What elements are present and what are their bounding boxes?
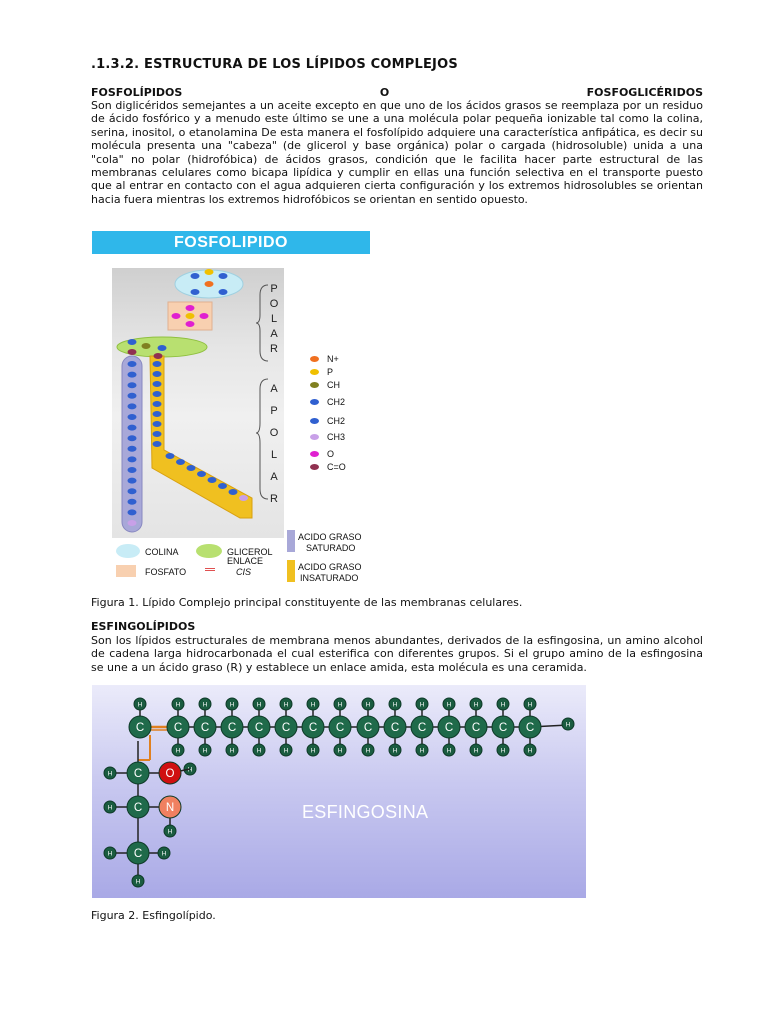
apolar-letter: R (270, 493, 278, 505)
apolar-letter: O (269, 427, 279, 439)
atom-legend-dot (310, 418, 319, 424)
apolar-letter: L (270, 449, 278, 461)
hydrogen-atom-label: H (527, 701, 533, 709)
carbon-atom-label: C (471, 722, 481, 735)
phosphate-atom (186, 321, 195, 327)
polar-letter: O (269, 298, 279, 310)
saturated-chain-atom (128, 414, 137, 420)
carbon-atom-label: C (444, 722, 454, 735)
unsaturated-chain-atom (153, 361, 162, 367)
saturated-chain-atom (128, 435, 137, 441)
glycerol-atom (128, 349, 137, 355)
hydrogen-atom-label: H (167, 828, 173, 836)
figure1-caption: Figura 1. Lípido Complejo principal constituyente de las membranas celulares. (91, 596, 523, 609)
atom-legend-row (310, 354, 339, 364)
atom-legend-label: N+ (327, 354, 339, 364)
carbon-atom-label: C (363, 722, 373, 735)
hydrogen-atom-label: H (161, 850, 167, 858)
unsaturated-chain-atom (153, 421, 162, 427)
unsaturated-swatch (287, 560, 295, 582)
hydrogen-atom-label: H (500, 747, 506, 755)
colina-swatch (116, 544, 140, 558)
label-braces (256, 283, 270, 503)
head-atom (205, 269, 214, 275)
atom-legend-row (310, 367, 333, 377)
figure1-banner: FOSFOLIPIDO (92, 231, 370, 254)
hydrogen-atom-label: H (283, 747, 289, 755)
carbon-atom-label: C (281, 722, 291, 735)
unsaturated-chain-atom (229, 489, 238, 495)
hydrogen-atom-label: H (229, 747, 235, 755)
sphingosine-molecule (104, 698, 574, 887)
apolar-letter: A (270, 471, 278, 483)
unsaturated-chain-atom (197, 471, 206, 477)
hydrogen-atom-label: H (337, 747, 343, 755)
polar-letter: R (270, 343, 278, 355)
saturated-chain-atom (128, 488, 137, 494)
hydrogen-atom-label: H (500, 701, 506, 709)
carbon-atom-label: C (133, 768, 143, 781)
subheading-right: FOSFOGLICÉRIDOS (586, 86, 703, 99)
figure2-title: ESFINGOSINA (302, 802, 429, 822)
atom-legend-dot (310, 434, 319, 440)
hydrogen-atom-label: H (137, 701, 143, 709)
unsaturated-chain-atom (153, 391, 162, 397)
atom-legend-dot (310, 369, 319, 375)
saturated-chain-atom (128, 499, 137, 505)
atom-legend-label: CH3 (327, 432, 346, 442)
glicerol-label: GLICEROL (227, 547, 273, 557)
hydrogen-atom-label: H (283, 701, 289, 709)
saturated-label-2: SATURADO (306, 543, 356, 553)
unsaturated-chain-atom (208, 477, 217, 483)
carbon-atom-label: C (390, 722, 400, 735)
atom-legend-label: CH2 (327, 416, 346, 426)
carbon-atom-label: C (135, 722, 145, 735)
unsaturated-chain-atom (153, 371, 162, 377)
head-atom (191, 289, 200, 295)
hydrogen-atom-label: H (337, 701, 343, 709)
nitrogen-atom-label: N (165, 802, 175, 815)
hydrogen-atom-label: H (446, 701, 452, 709)
hydrogen-atom-label: H (175, 747, 181, 755)
phosphate-atom (186, 305, 195, 311)
hydrogen-atom-label: H (527, 747, 533, 755)
carbon-atom-label: C (417, 722, 427, 735)
glycerol-atom (154, 353, 163, 359)
saturated-swatch (287, 530, 295, 552)
glycerol-atom (128, 339, 137, 345)
unsaturated-label-1: ACIDO GRASO (298, 562, 362, 572)
carbon-atom-label: C (254, 722, 264, 735)
polar-letter: A (270, 328, 278, 340)
saturated-label-1: ACIDO GRASO (298, 532, 362, 542)
paragraph-phospholipids: Son diglicéridos semejantes a un aceite excepto en que uno de los ácidos grasos se reemplaza por un residuo de ácido fosfórico y a menudo este último se une a una molécula polar pequeña ionizable tal como la colina, serina, inositol, o etanolamina De esta manera el fosfolípido adquiere una característica anfipática, es decir su molécula presenta una "cabeza" (de glicerol y base orgánica) polar o cargada (hidrosoluble) unida a una "cola" no polar (hidrofóbica) de ácidos grasos, condición que le facilita hacer parte estructural de las membranas celulares como bicapa lipídica y cumplir en ellas una función selectiva en el transporte puesto que al entrar en contacto con el agua adquieren cierta configuración y los extremos hidrosolubles se orientan hacia fuera mientras los extremos hidrofóbicos se orientan en sentido opuesto. (91, 99, 703, 206)
hydrogen-atom-label: H (107, 770, 113, 778)
hydrogen-atom-label: H (229, 701, 235, 709)
saturated-chain-atom (128, 478, 137, 484)
head-atom (191, 273, 200, 279)
phosphate-atom (172, 313, 181, 319)
carbon-atom-label: C (133, 802, 143, 815)
unsaturated-chain-atom (166, 453, 175, 459)
saturated-chain-atom (128, 372, 137, 378)
atom-legend-row (310, 449, 334, 459)
hydrogen-atom-label: H (473, 747, 479, 755)
polar-letter: P (270, 283, 278, 295)
carbon-atom-label: C (308, 722, 318, 735)
carbon-atom-label: C (525, 722, 535, 735)
glycerol-atom (158, 345, 167, 351)
subheading (91, 86, 703, 99)
unsaturated-chain-atom (187, 465, 196, 471)
head-atom (205, 281, 214, 287)
saturated-chain-atom (128, 393, 137, 399)
hydrogen-atom-label: H (392, 701, 398, 709)
carbon-atom-label: C (498, 722, 508, 735)
unsaturated-chain-atom (176, 459, 185, 465)
atom-legend-label: P (327, 367, 334, 377)
unsaturated-chain-atom (153, 411, 162, 417)
carbon-atom-label: C (335, 722, 345, 735)
subheading-middle: O (379, 86, 390, 99)
atom-legend-row (310, 462, 346, 472)
head-atom (219, 273, 228, 279)
hydrogen-atom-label: H (310, 747, 316, 755)
carbon-atom-label: C (173, 722, 183, 735)
unsaturated-chain-atom (153, 381, 162, 387)
figure2-caption: Figura 2. Esfingolípido. (91, 909, 216, 922)
hydrogen-atom-label: H (392, 747, 398, 755)
atom-legend-row (310, 380, 340, 390)
hydrogen-atom-label: H (107, 804, 113, 812)
hydrogen-atom-label: H (202, 701, 208, 709)
saturated-chain-atom (128, 446, 137, 452)
paragraph-sphingolipids: Son los lípidos estructurales de membrana menos abundantes, derivados de la esfingosina, un amino alcohol de cadena larga hidrocarbonada el cual esterifica con diferentes grupos. Si el grupo amino de la esfingosina se une a un ácido graso (R) y establece un enlace amida, esta molécula es una ceramida. (91, 634, 703, 674)
atom-legend-dot (310, 464, 319, 470)
carbon-atom-label: C (200, 722, 210, 735)
apolar-letter: A (270, 383, 278, 395)
oxygen-atom-label: O (165, 768, 175, 781)
hydrogen-atom-label: H (187, 766, 193, 774)
atom-legend-dot (310, 451, 319, 457)
atom-legend-dot (310, 399, 319, 405)
cis-bond-symbol (205, 568, 215, 571)
sphingosine-diagram (92, 685, 586, 898)
hydrogen-atom-label: H (419, 747, 425, 755)
hydrogen-atom-label: H (256, 701, 262, 709)
unsaturated-chain-atom (153, 431, 162, 437)
unsaturated-label-2: INSATURADO (300, 573, 359, 583)
unsaturated-chain-atom (153, 441, 162, 447)
hydrogen-atom-label: H (135, 878, 141, 886)
phosphate-atom (200, 313, 209, 319)
hydrogen-atom-label: H (256, 747, 262, 755)
carbon-atom-label: C (227, 722, 237, 735)
hydrogen-atom-label: H (365, 747, 371, 755)
enlace-label: ENLACE (227, 556, 264, 566)
saturated-chain-atom (128, 382, 137, 388)
unsaturated-chain-atom (218, 483, 227, 489)
phosphate-atom (186, 313, 195, 319)
atom-legend-label: CH (327, 380, 340, 390)
unsaturated-chain-atom (239, 495, 248, 501)
atom-legend-row (310, 397, 345, 407)
head-atom (219, 289, 228, 295)
cis-label: CIS (236, 567, 252, 577)
saturated-chain-atom (128, 509, 137, 515)
saturated-chain-atom (128, 403, 137, 409)
hydrogen-atom-label: H (310, 701, 316, 709)
apolar-letter: P (270, 405, 278, 417)
glycerol-atom (142, 343, 151, 349)
hydrogen-atom-label: H (107, 850, 113, 858)
subheading-left: FOSFOLÍPIDOS (91, 86, 183, 99)
hydrogen-atom-label: H (446, 747, 452, 755)
atom-legend-row (310, 416, 345, 426)
colina-label: COLINA (145, 547, 179, 557)
fosfato-label: FOSFATO (145, 567, 187, 577)
polar-letter: L (270, 313, 278, 325)
section2-title: ESFINGOLÍPIDOS (91, 620, 196, 633)
section-title: .1.3.2. ESTRUCTURA DE LOS LÍPIDOS COMPLEJOS (91, 57, 458, 72)
saturated-chain-atom (128, 520, 137, 526)
hydrogen-atom-label: H (565, 721, 571, 729)
saturated-chain-atom (128, 467, 137, 473)
atom-legend-label: CH2 (327, 397, 346, 407)
hydrogen-atom-label: H (419, 701, 425, 709)
atom-legend-dot (310, 356, 319, 362)
atom-legend-dot (310, 382, 319, 388)
glicerol-swatch (196, 544, 222, 558)
hydrogen-atom-label: H (473, 701, 479, 709)
hydrogen-atom-label: H (365, 701, 371, 709)
hydrogen-atom-label: H (202, 747, 208, 755)
fosfato-swatch (116, 565, 136, 577)
atom-legend-label: O (327, 449, 335, 459)
saturated-chain-atom (128, 361, 137, 367)
atom-legend-row (310, 432, 345, 442)
saturated-chain-atom (128, 425, 137, 431)
carbon-atom-label: C (133, 848, 143, 861)
hydrogen-atom-label: H (175, 701, 181, 709)
atom-legend-label: C=O (327, 462, 346, 472)
unsaturated-chain-atom (153, 401, 162, 407)
saturated-chain-atom (128, 456, 137, 462)
